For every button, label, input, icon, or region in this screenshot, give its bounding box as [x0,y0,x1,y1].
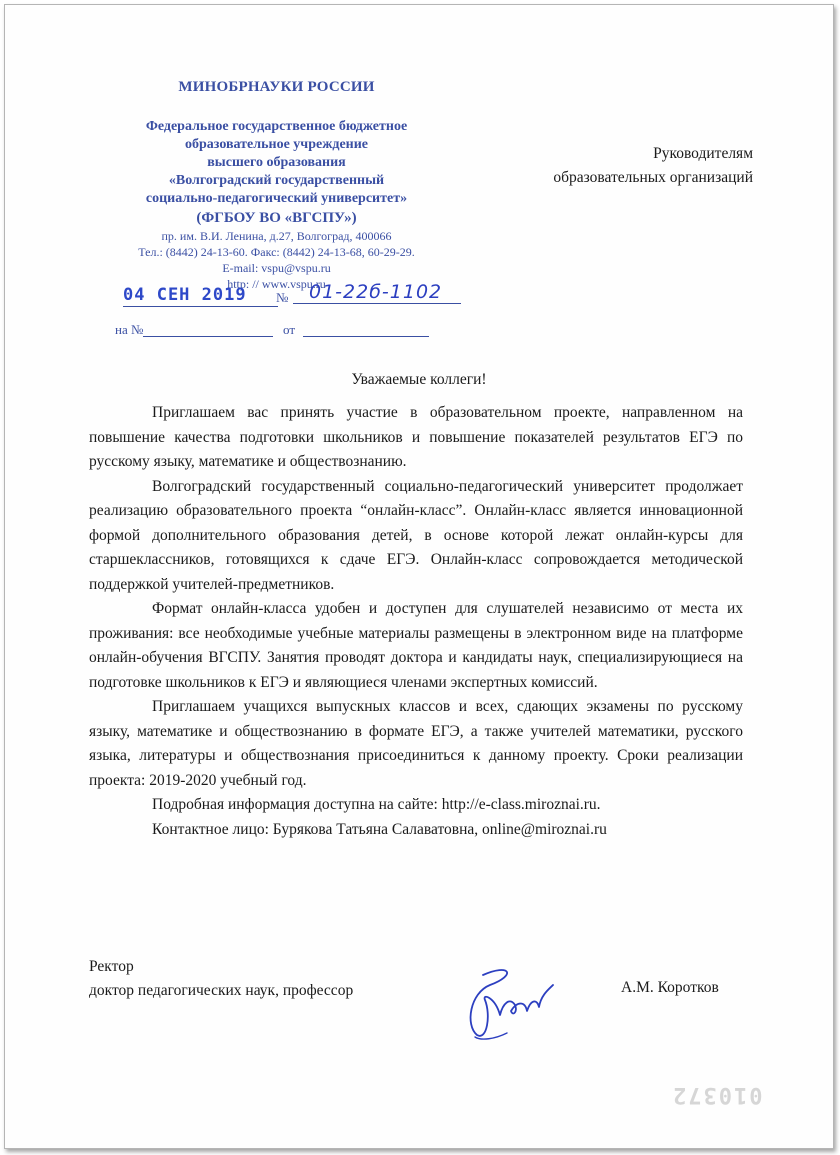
reference-date-blank [303,336,429,337]
reference-from-label: от [283,322,296,337]
institution-line-3: высшего образования [207,155,346,170]
institution-email: E-mail: vspu@vspu.ru [222,261,331,275]
addressee-line-2: образовательных организаций [553,169,753,186]
institution-abbreviation: (ФГБОУ ВО «ВГСПУ») [196,210,357,226]
paragraph-website: Подробная информация доступна на сайте: http://e-class.miroznai.ru. [152,796,601,813]
paragraph-format: Формат онлайн-класса удобен и доступен для слушателей независимо от места их проживания: все необходимые учебные материалы размещены в электронном виде на платформе онлайн-обучения ВГСПУ. Занятия проводят доктора и кандидаты наук, специализирующиеся на подготовке школьников к ЕГЭ и являющиеся членами экспертных комиссий. [89,600,743,691]
paragraph-contact: Контактное лицо: Бурякова Татьяна Салаватовна, online@miroznai.ru [152,820,607,838]
document-serial-number: 010372 [671,1082,763,1107]
signatory-degree: доктор педагогических наук, профессор [89,982,354,999]
ministry-name: МИНОБРНАУКИ РОССИИ [178,79,375,95]
institution-line-2: образовательное учреждение [185,137,368,152]
handwritten-signature [455,955,575,1050]
paragraph-project: Волгоградский государственный социально-педагогический университет продолжает реализацию образовательного проекта “онлайн-класс”. Онлайн-класс является инновационной формой дополнительного образования детей, в основе которой лежат онлайн-курсы для старшеклассников, готовящихся к сдаче ЕГЭ. Онлайн-класс сопровождается методической поддержкой учителей-предметников. [89,477,743,593]
institution-website: http: // www.vspu.ru [227,277,326,291]
institution-line-4: «Волгоградский государственный [168,173,385,188]
signatory-name: А.М. Коротков [621,979,719,996]
paragraph-invitation: Приглашаем вас принять участие в образовательном проекте, направленном на повышение качества подготовки школьников и повышение показателей результатов ЕГЭ по русскому языку, математике и обществознанию. [89,404,743,470]
institution-phones: Тел.: (8442) 24-13-60. Факс: (8442) 24-13-68, 60-29-29. [138,245,415,259]
document-frame [4,4,834,1149]
paragraph-participants: Приглашаем учащихся выпускных классов и всех, сдающих экзамены по русскому языку, математике и обществознанию в формате ЕГЭ, а также учителей математики, русского языка, литературы и обществознания присоединиться к данному проекту. Сроки реализации проекта: 2019-2020 учебный год. [89,698,743,789]
institution-address: пр. им. В.И. Ленина, д.27, Волгоград, 400066 [161,229,392,243]
institution-line-1: Федеральное государственное бюджетное [145,119,408,134]
letterhead [109,79,444,292]
letter-page [5,5,833,1148]
signatory-block [89,955,353,1003]
registration-date-stamp: 04 СЕН 2019 [123,285,278,307]
registration-number-handwritten: 01-22б-1102 [293,281,461,304]
addressee [553,142,753,190]
institution-line-5: социально-педагогический университет» [145,191,408,206]
signatory-position: Ректор [89,958,134,975]
reference-number-blank [143,336,273,337]
greeting: Уважаемые коллеги! [351,371,487,388]
reference-number-label: на № [115,322,144,337]
letter-body [89,401,743,842]
addressee-line-1: Руководителям [653,145,753,162]
registration-number-label: № [276,290,289,305]
reference-row [115,322,435,340]
